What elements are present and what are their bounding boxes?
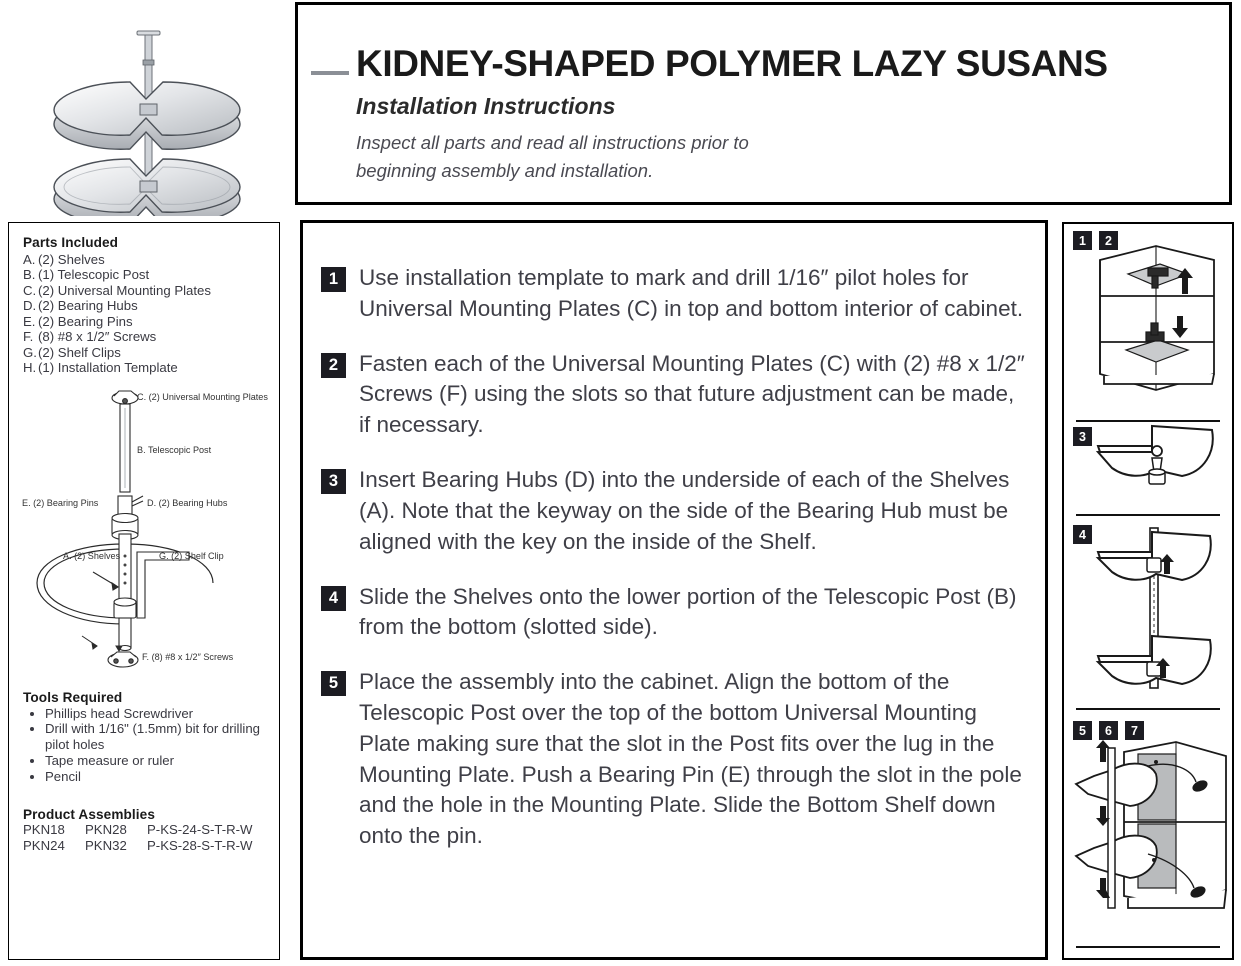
part-key: A. [23,252,36,267]
part-label: (8) #8 x 1/2″ Screws [38,329,157,345]
step-number-badge: 5 [321,671,346,696]
tool-label: Phillips head Screwdriver [45,705,194,721]
part-label: (2) Universal Mounting Plates [38,282,211,298]
part-label: (2) Bearing Pins [38,313,133,329]
bullet-icon [30,759,34,763]
instruction-steps-panel [300,220,1048,960]
page-title: KIDNEY-SHAPED POLYMER LAZY SUSANS [356,43,1108,84]
list-item [23,252,279,267]
list-item [23,298,279,313]
list-item [23,769,279,785]
instruction-step-3 [321,465,1029,557]
tools-required-list [23,706,279,785]
tool-label: Drill with 1/16" (1.5mm) bit for drilling pilot holes [45,721,261,753]
assembly-code: P-KS-24-S-T-R-W [147,821,253,837]
illustration-cell-install [1064,714,1232,954]
divider [1076,514,1220,516]
tools-required-block [23,690,279,785]
illustration-panel [1062,222,1234,960]
step-number-badge: 4 [321,586,346,611]
header-note-line-1: Inspect all parts and read all instructions prior to [356,132,749,153]
step-number-badge: 2 [321,353,346,378]
illustration-badges [1073,427,1092,446]
header-panel [295,2,1232,205]
step-number-badge: 7 [1125,721,1144,740]
part-label: (2) Bearing Hubs [38,298,138,314]
list-item [23,706,279,722]
instruction-step-4 [321,582,1029,644]
step-text: Insert Bearing Hubs (D) into the underside of each of the Shelves (A). Note that the keyway on the side of the Bearing Hub must be aligned with the key on the inside of the Shelf. [359,467,1010,554]
assembly-code: PKN28 [85,821,127,837]
parts-included-list [23,252,279,376]
step-number-badge: 6 [1099,721,1118,740]
product-assemblies-heading: Product Assemblies [23,806,155,822]
list-item [23,360,279,375]
part-label: (1) Telescopic Post [38,267,150,283]
step-number-badge: 1 [1073,231,1092,250]
part-label: (2) Shelves [38,252,105,267]
parts-sidebar [8,222,280,960]
instruction-step-5 [321,667,1029,852]
step-text: Place the assembly into the cabinet. Align the bottom of the Telescopic Post over the top of the bottom Universal Mounting Plate making sure that the slot in the Post fits over the lug in the Mounting Plate. Push a Bearing Pin (E) through the slot in the pole and the hole in the Mounting Plate. Slide the Bottom Shelf down onto the pin. [359,669,1022,849]
part-key: F. [23,329,34,345]
step-text: Use installation template to mark and drill 1/16″ pilot holes for Universal Mounting Plates (C) in top and bottom interior of cabinet. [359,265,1024,321]
illustration-badges [1073,525,1092,544]
part-key: B. [23,267,36,283]
step-number-badge: 2 [1099,231,1118,250]
table-row [23,838,279,854]
diagram-label-bearing-pins: E. (2) Bearing Pins [22,497,99,508]
illustration-cell-cabinet [1064,224,1232,420]
page-subtitle: Installation Instructions [356,93,616,119]
tool-label: Tape measure or ruler [45,753,175,769]
list-item [23,721,279,753]
part-label: (2) Shelf Clips [38,344,121,360]
step-number-badge: 5 [1073,721,1092,740]
list-item [23,753,279,769]
step-text: Fasten each of the Universal Mounting Plates (C) with (2) #8 x 1/2″ Screws (F) using the slots so that future adjustment can be made, if necessary. [359,350,1025,438]
part-key: C. [23,282,37,298]
exploded-parts-diagram [19,384,277,684]
illustration-cell-shelves [1064,518,1232,714]
assembly-code: PKN24 [23,837,65,853]
product-illustration [18,4,280,216]
list-item [23,345,279,360]
list-item [23,267,279,282]
step-number-badge: 3 [1073,427,1092,446]
bullet-icon [30,712,34,716]
diagram-label-telescopic-post: B. Telescopic Post [137,444,212,455]
diagram-label-bearing-hubs: D. (2) Bearing Hubs [147,497,228,508]
bullet-icon [30,727,34,731]
part-key: G. [23,344,37,360]
list-item [23,314,279,329]
instruction-step-2 [321,349,1029,441]
illustration-badges [1073,721,1144,740]
instruction-step-1 [321,263,1029,325]
diagram-label-mounting-plates: C. (2) Universal Mounting Plates [137,391,268,402]
part-label: (1) Installation Template [38,360,178,376]
divider [1076,946,1220,948]
illustration-badges [1073,231,1118,250]
diagram-label-shelves: A. (2) Shelves [63,550,121,561]
divider [1076,708,1220,710]
part-key: H. [23,360,37,376]
header-note-line-2: beginning assembly and installation. [356,159,654,181]
assembly-code: PKN32 [85,837,127,853]
part-key: E. [23,313,36,329]
list-item [23,329,279,344]
table-row [23,822,279,838]
diagram-label-shelf-clip: G. (2) Shelf Clip [159,550,224,561]
step-number-badge: 3 [321,469,346,494]
illustration-cell-hub [1064,420,1232,518]
assembly-code: PKN18 [23,821,65,837]
header-note [356,129,749,185]
step-number-badge: 1 [321,267,346,292]
step-number-badge: 4 [1073,525,1092,544]
bullet-icon [30,775,34,779]
tools-required-heading: Tools Required [23,689,123,705]
part-key: D. [23,298,37,314]
assembly-code: P-KS-28-S-T-R-W [147,837,253,853]
product-assemblies-block [23,807,279,854]
step-text: Slide the Shelves onto the lower portion of the Telescopic Post (B) from the bottom (slotted side). [359,583,1017,640]
tool-label: Pencil [45,768,81,784]
list-item [23,283,279,298]
diagram-label-screws: F. (8) #8 x 1/2″ Screws [142,651,234,662]
parts-included-heading: Parts Included [23,235,119,250]
title-dash-icon [311,71,349,75]
